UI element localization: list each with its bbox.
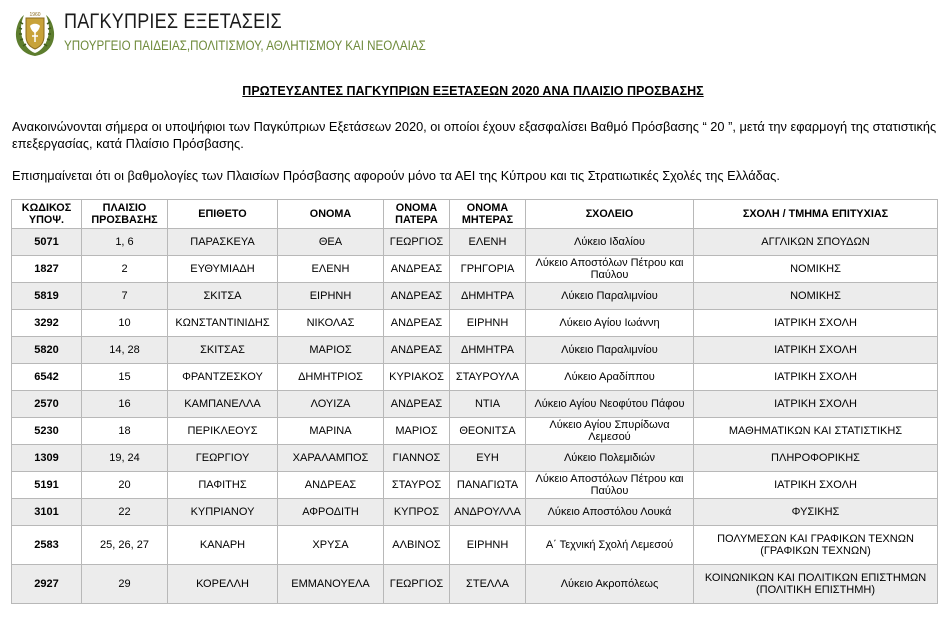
table-row xyxy=(12,310,938,337)
cell-code: 5071 xyxy=(12,229,82,256)
cell-school: Λύκειο Αποστόλου Λουκά xyxy=(526,499,694,526)
cell-department: ΠΛΗΡΟΦΟΡΙΚΗΣ xyxy=(694,445,938,472)
cell-name: ΛΟΥΙΖΑ xyxy=(278,391,384,418)
table-row xyxy=(12,472,938,499)
cell-name: ΕΙΡΗΝΗ xyxy=(278,283,384,310)
cell-name: ΧΑΡΑΛΑΜΠΟΣ xyxy=(278,445,384,472)
header-name: ΟΝΟΜΑ xyxy=(278,200,384,229)
cell-frame: 18 xyxy=(82,418,168,445)
cell-surname: ΦΡΑΝΤΖΕΣΚΟΥ xyxy=(168,364,278,391)
cell-frame: 25, 26, 27 xyxy=(82,526,168,565)
cell-code: 5820 xyxy=(12,337,82,364)
cell-code: 3101 xyxy=(12,499,82,526)
cell-school: Λύκειο Αγίου Ιωάννη xyxy=(526,310,694,337)
cell-mother: ΘΕΟΝΙΤΣΑ xyxy=(450,418,526,445)
table-header-row xyxy=(12,200,938,229)
cell-father: ΜΑΡΙΟΣ xyxy=(384,418,450,445)
cell-father: ΓΕΩΡΓΙΟΣ xyxy=(384,229,450,256)
cell-mother: ΕΙΡΗΝΗ xyxy=(450,310,526,337)
cell-code: 1309 xyxy=(12,445,82,472)
cell-father: ΣΤΑΥΡΟΣ xyxy=(384,472,450,499)
cell-school: Λύκειο Ακροπόλεως xyxy=(526,565,694,604)
org-title: ΠΑΓΚΥΠΡΙΕΣ ΕΞΕΤΑΣΕΙΣ xyxy=(64,10,282,33)
table-row xyxy=(12,526,938,565)
cell-surname: ΚΩΝΣΤΑΝΤΙΝΙΔΗΣ xyxy=(168,310,278,337)
cell-surname: ΕΥΘΥΜΙΑΔΗ xyxy=(168,256,278,283)
cell-mother: ΣΤΑΥΡΟΥΛΑ xyxy=(450,364,526,391)
cell-department: ΙΑΤΡΙΚΗ ΣΧΟΛΗ xyxy=(694,472,938,499)
cell-father: ΑΝΔΡΕΑΣ xyxy=(384,310,450,337)
cell-school: Λύκειο Αγίου Σπυρίδωνα Λεμεσού xyxy=(526,418,694,445)
cell-father: ΑΛΒΙΝΟΣ xyxy=(384,526,450,565)
cell-mother: ΠΑΝΑΓΙΩΤΑ xyxy=(450,472,526,499)
header-frame: ΠΛΑΙΣΙΟ ΠΡΟΣΒΑΣΗΣ xyxy=(82,200,168,229)
cell-school: Λύκειο Ιδαλίου xyxy=(526,229,694,256)
table-row xyxy=(12,418,938,445)
table-row xyxy=(12,229,938,256)
cell-surname: ΠΑΦΙΤΗΣ xyxy=(168,472,278,499)
cell-frame: 15 xyxy=(82,364,168,391)
cell-school: Λύκειο Αποστόλων Πέτρου και Παύλου xyxy=(526,472,694,499)
svg-text:1960: 1960 xyxy=(29,12,41,18)
cell-code: 3292 xyxy=(12,310,82,337)
cell-frame: 10 xyxy=(82,310,168,337)
cell-frame: 19, 24 xyxy=(82,445,168,472)
cell-code: 2927 xyxy=(12,565,82,604)
cell-school: Λύκειο Αγίου Νεοφύτου Πάφου xyxy=(526,391,694,418)
cell-department: ΙΑΤΡΙΚΗ ΣΧΟΛΗ xyxy=(694,391,938,418)
cell-father: ΑΝΔΡΕΑΣ xyxy=(384,256,450,283)
cell-frame: 14, 28 xyxy=(82,337,168,364)
cell-school: Λύκειο Αραδίππου xyxy=(526,364,694,391)
table-row xyxy=(12,391,938,418)
cell-code: 6542 xyxy=(12,364,82,391)
cell-surname: ΚΥΠΡΙΑΝΟΥ xyxy=(168,499,278,526)
cell-surname: ΚΑΝΑΡΗ xyxy=(168,526,278,565)
cell-name: ΔΗΜΗΤΡΙΟΣ xyxy=(278,364,384,391)
org-subtitle: ΥΠΟΥΡΓΕΙΟ ΠΑΙΔΕΙΑΣ,ΠΟΛΙΤΙΣΜΟΥ, ΑΘΛΗΤΙΣΜΟΥ ΚΑΙ ΝΕΟΛΑΙΑΣ xyxy=(64,38,426,53)
cell-name: ΜΑΡΙΝΑ xyxy=(278,418,384,445)
cell-code: 2583 xyxy=(12,526,82,565)
cell-father: ΑΝΔΡΕΑΣ xyxy=(384,391,450,418)
cell-name: ΘΕΑ xyxy=(278,229,384,256)
cell-mother: ΔΗΜΗΤΡΑ xyxy=(450,337,526,364)
cell-mother: ΓΡΗΓΟΡΙΑ xyxy=(450,256,526,283)
cell-surname: ΠΕΡΙΚΛΕΟΥΣ xyxy=(168,418,278,445)
cell-code: 2570 xyxy=(12,391,82,418)
cell-code: 5819 xyxy=(12,283,82,310)
table-row xyxy=(12,565,938,604)
cell-department: ΦΥΣΙΚΗΣ xyxy=(694,499,938,526)
cell-surname: ΣΚΙΤΣΑ xyxy=(168,283,278,310)
cell-department: ΝΟΜΙΚΗΣ xyxy=(694,256,938,283)
cell-mother: ΣΤΕΛΛΑ xyxy=(450,565,526,604)
cell-father: ΚΥΠΡΟΣ xyxy=(384,499,450,526)
cell-name: ΧΡΥΣΑ xyxy=(278,526,384,565)
table-row xyxy=(12,256,938,283)
cell-frame: 2 xyxy=(82,256,168,283)
cell-name: ΝΙΚΟΛΑΣ xyxy=(278,310,384,337)
table-row xyxy=(12,445,938,472)
cell-school: Λύκειο Αποστόλων Πέτρου και Παύλου xyxy=(526,256,694,283)
cell-code: 5191 xyxy=(12,472,82,499)
cell-department: ΙΑΤΡΙΚΗ ΣΧΟΛΗ xyxy=(694,337,938,364)
cell-father: ΓΙΑΝΝΟΣ xyxy=(384,445,450,472)
cell-school: Α΄ Τεχνική Σχολή Λεμεσού xyxy=(526,526,694,565)
cell-department: ΚΟΙΝΩΝΙΚΩΝ ΚΑΙ ΠΟΛΙΤΙΚΩΝ ΕΠΙΣΤΗΜΩΝ (ΠΟΛΙΤΙΚΗ ΕΠΙΣΤΗΜΗ) xyxy=(694,565,938,604)
cell-mother: ΕΙΡΗΝΗ xyxy=(450,526,526,565)
header-surname: ΕΠΙΘΕΤΟ xyxy=(168,200,278,229)
cell-mother: ΕΛΕΝΗ xyxy=(450,229,526,256)
header-mother: ΟΝΟΜΑ ΜΗΤΕΡΑΣ xyxy=(450,200,526,229)
cell-mother: ΝΤΙΑ xyxy=(450,391,526,418)
cell-school: Λύκειο Παραλιμνίου xyxy=(526,337,694,364)
header-father: ΟΝΟΜΑ ΠΑΤΕΡΑ xyxy=(384,200,450,229)
cell-name: ΜΑΡΙΟΣ xyxy=(278,337,384,364)
cell-frame: 16 xyxy=(82,391,168,418)
table-row xyxy=(12,283,938,310)
header-department: ΣΧΟΛΗ / ΤΜΗΜΑ ΕΠΙΤΥΧΙΑΣ xyxy=(694,200,938,229)
header-code: ΚΩΔΙΚΟΣ ΥΠΟΨ. xyxy=(12,200,82,229)
cyprus-coat-of-arms-icon xyxy=(12,10,58,58)
cell-school: Λύκειο Πολεμιδιών xyxy=(526,445,694,472)
cell-surname: ΠΑΡΑΣΚΕΥΑ xyxy=(168,229,278,256)
cell-name: ΑΝΔΡΕΑΣ xyxy=(278,472,384,499)
results-table xyxy=(11,199,938,604)
cell-code: 1827 xyxy=(12,256,82,283)
cell-mother: ΑΝΔΡΟΥΛΛΑ xyxy=(450,499,526,526)
cell-father: ΑΝΔΡΕΑΣ xyxy=(384,337,450,364)
cell-father: ΚΥΡΙΑΚΟΣ xyxy=(384,364,450,391)
header-school: ΣΧΟΛΕΙΟ xyxy=(526,200,694,229)
cell-code: 5230 xyxy=(12,418,82,445)
note-paragraph: Επισημαίνεται ότι οι βαθμολογίες των Πλαισίων Πρόσβασης αφορούν μόνο τα ΑΕΙ της Κύπρου και τις Στρατιωτικές Σχολές της Ελλάδας. xyxy=(12,168,780,183)
cell-frame: 22 xyxy=(82,499,168,526)
cell-frame: 29 xyxy=(82,565,168,604)
cell-name: ΕΜΜΑΝΟΥΕΛΑ xyxy=(278,565,384,604)
cell-department: ΙΑΤΡΙΚΗ ΣΧΟΛΗ xyxy=(694,310,938,337)
cell-father: ΑΝΔΡΕΑΣ xyxy=(384,283,450,310)
table-row xyxy=(12,364,938,391)
table-row xyxy=(12,499,938,526)
cell-father: ΓΕΩΡΓΙΟΣ xyxy=(384,565,450,604)
cell-school: Λύκειο Παραλιμνίου xyxy=(526,283,694,310)
cell-surname: ΚΟΡΕΛΛΗ xyxy=(168,565,278,604)
cell-department: ΜΑΘΗΜΑΤΙΚΩΝ ΚΑΙ ΣΤΑΤΙΣΤΙΚΗΣ xyxy=(694,418,938,445)
cell-surname: ΚΑΜΠΑΝΕΛΛΑ xyxy=(168,391,278,418)
cell-department: ΙΑΤΡΙΚΗ ΣΧΟΛΗ xyxy=(694,364,938,391)
cell-mother: ΕΥΗ xyxy=(450,445,526,472)
document-title: ΠΡΩΤΕΥΣΑΝΤΕΣ ΠΑΓΚΥΠΡΙΩΝ ΕΞΕΤΑΣΕΩΝ 2020 ΑΝΑ ΠΛΑΙΣΙΟ ΠΡΟΣΒΑΣΗΣ xyxy=(242,84,704,98)
cell-surname: ΓΕΩΡΓΙΟΥ xyxy=(168,445,278,472)
cell-department: ΝΟΜΙΚΗΣ xyxy=(694,283,938,310)
cell-mother: ΔΗΜΗΤΡΑ xyxy=(450,283,526,310)
cell-department: ΠΟΛΥΜΕΣΩΝ ΚΑΙ ΓΡΑΦΙΚΩΝ ΤΕΧΝΩΝ (ΓΡΑΦΙΚΩΝ ΤΕΧΝΩΝ) xyxy=(694,526,938,565)
announcement-paragraph: Ανακοινώνονται σήμερα οι υποψήφιοι των Παγκύπριων Εξετάσεων 2020, οι οποίοι έχουν εξασφαλίσει Βαθμό Πρόσβασης “ 20 ”, μετά την εφαρμογή της στατιστικής επεξεργασίας, κατά Πλαίσιο Πρόσβασης. xyxy=(12,119,937,151)
cell-frame: 1, 6 xyxy=(82,229,168,256)
cell-name: ΑΦΡΟΔΙΤΗ xyxy=(278,499,384,526)
page-header xyxy=(12,8,532,58)
cell-frame: 7 xyxy=(82,283,168,310)
cell-frame: 20 xyxy=(82,472,168,499)
cell-department: ΑΓΓΛΙΚΩΝ ΣΠΟΥΔΩΝ xyxy=(694,229,938,256)
cell-name: ΕΛΕΝΗ xyxy=(278,256,384,283)
table-row xyxy=(12,337,938,364)
cell-surname: ΣΚΙΤΣΑΣ xyxy=(168,337,278,364)
